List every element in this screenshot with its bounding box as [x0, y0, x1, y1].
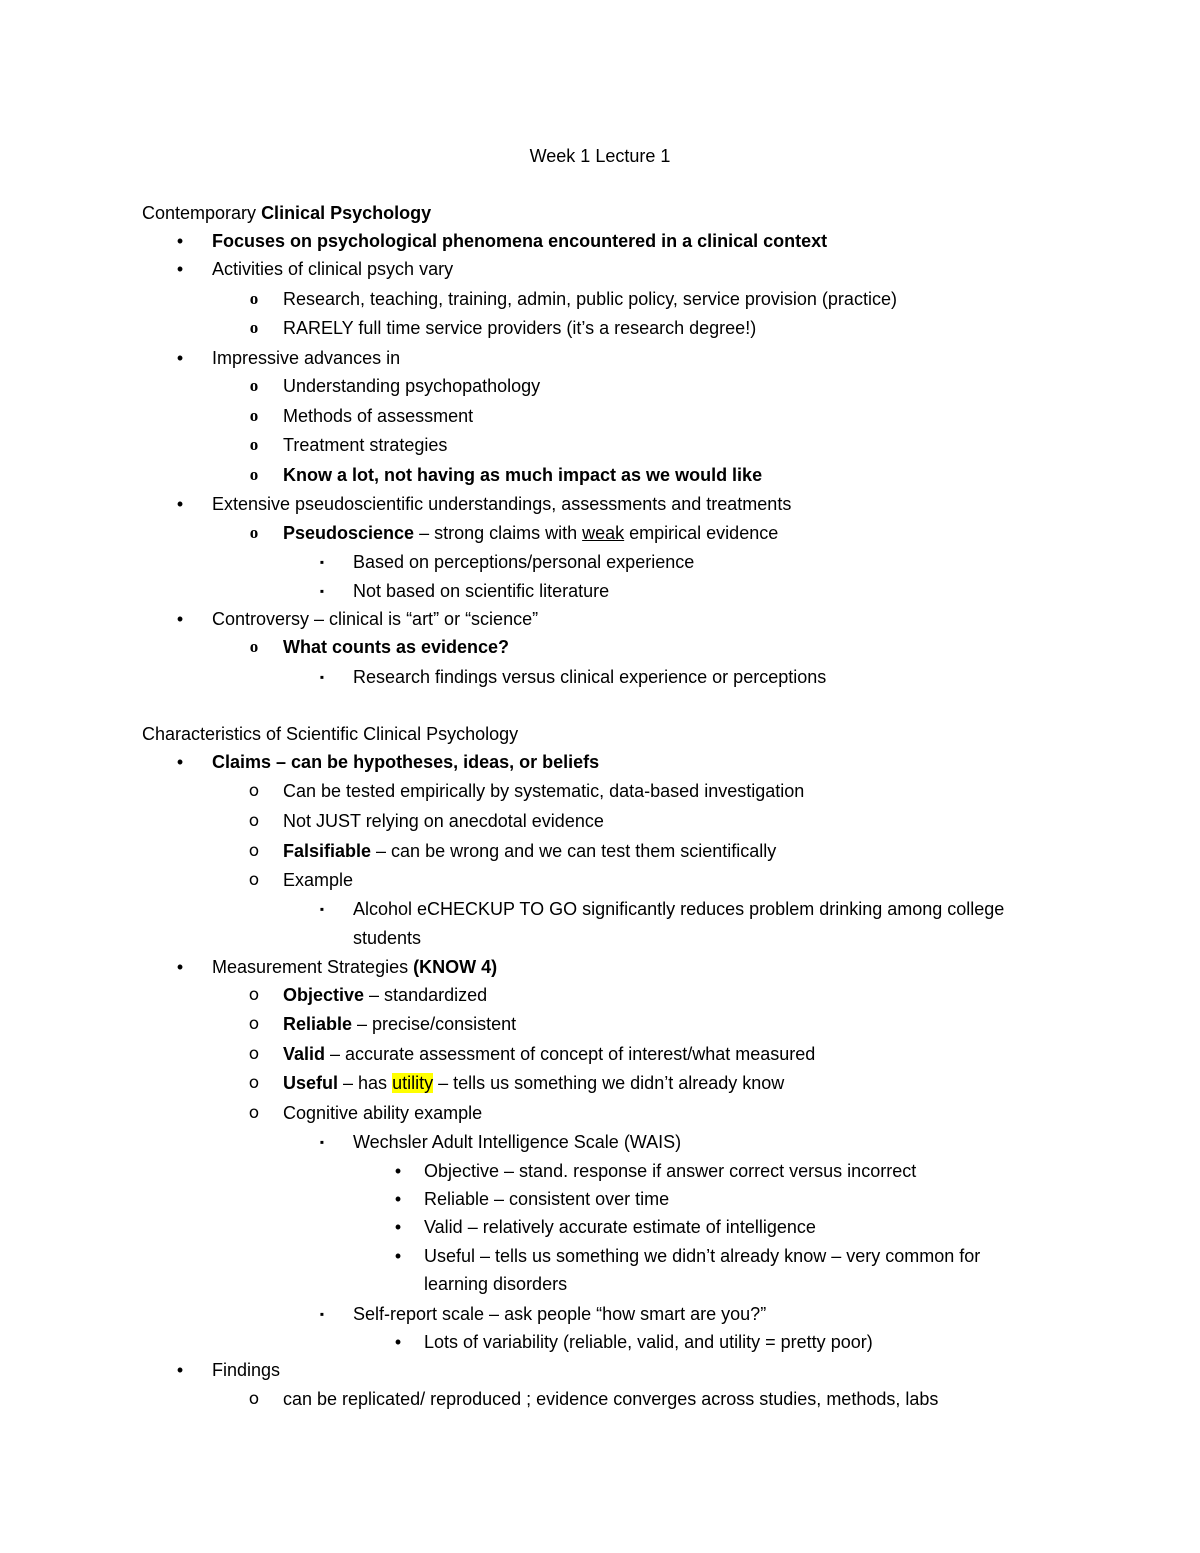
- list-item-text: Extensive pseudoscientific understandings, assessments and treatments: [212, 494, 792, 514]
- square-marker: ▪: [319, 1135, 325, 1149]
- circle-marker: o: [248, 1044, 260, 1064]
- square-marker: ▪: [319, 670, 325, 684]
- bullet-marker: •: [394, 1332, 402, 1352]
- circle-marker: o: [248, 1014, 260, 1034]
- list-item-text: Measurement Strategies (KNOW 4): [212, 957, 498, 977]
- circle-marker: o: [249, 465, 259, 484]
- list-item-text: Claims – can be hypotheses, ideas, or beliefs: [212, 752, 600, 772]
- square-marker: ▪: [319, 1307, 325, 1321]
- circle-marker: o: [249, 637, 259, 656]
- bullet-marker: •: [176, 957, 184, 977]
- list-item-text: Wechsler Adult Intelligence Scale (WAIS): [353, 1132, 682, 1152]
- bullet-marker: •: [176, 259, 184, 279]
- circle-marker: o: [249, 318, 259, 337]
- heading-bold-text: Clinical Psychology: [261, 203, 432, 223]
- list-item-text: Activities of clinical psych vary: [212, 259, 454, 279]
- list-item-text: Lots of variability (reliable, valid, and utility = pretty poor): [424, 1332, 873, 1352]
- list-item-text: Not JUST relying on anecdotal evidence: [283, 811, 604, 831]
- bullet-marker: •: [176, 1360, 184, 1380]
- circle-marker: o: [248, 1389, 260, 1409]
- list-item-text: Research findings versus clinical experience or perceptions: [353, 667, 827, 687]
- list-item-text: Reliable – precise/consistent: [283, 1014, 517, 1034]
- circle-marker: o: [248, 1073, 260, 1093]
- list-item-text: Impressive advances in: [212, 348, 401, 368]
- circle-marker: o: [249, 523, 259, 542]
- list-item-text: can be replicated/ reproduced ; evidence converges across studies, methods, labs: [283, 1389, 939, 1409]
- circle-marker: o: [248, 781, 260, 801]
- circle-marker: o: [249, 289, 259, 308]
- bullet-marker: •: [176, 494, 184, 514]
- circle-marker: o: [248, 985, 260, 1005]
- circle-marker: o: [249, 376, 259, 395]
- list-item-text: learning disorders: [424, 1274, 568, 1294]
- bullet-marker: •: [176, 609, 184, 629]
- list-item-text: Research, teaching, training, admin, public policy, service provision (practice): [283, 289, 897, 309]
- bullet-marker: •: [176, 348, 184, 368]
- list-item-text: Valid – relatively accurate estimate of intelligence: [424, 1217, 816, 1237]
- list-item-text: What counts as evidence?: [283, 637, 510, 657]
- list-item-text: Know a lot, not having as much impact as we would like: [283, 465, 763, 485]
- circle-marker: o: [248, 1103, 260, 1123]
- square-marker: ▪: [319, 584, 325, 598]
- list-item-text: Pseudoscience – strong claims with weak empirical evidence: [283, 523, 779, 543]
- bullet-marker: •: [176, 752, 184, 772]
- highlighted-text: utility: [392, 1073, 434, 1093]
- bullet-marker: •: [394, 1189, 402, 1209]
- list-item-text: Findings: [212, 1360, 281, 1380]
- list-item-text: Reliable – consistent over time: [424, 1189, 670, 1209]
- circle-marker: o: [248, 870, 260, 890]
- list-item-text: RARELY full time service providers (it’s a research degree!): [283, 318, 757, 338]
- bullet-marker: •: [394, 1217, 402, 1237]
- list-item-text: Understanding psychopathology: [283, 376, 541, 396]
- list-item-text: Methods of assessment: [283, 406, 474, 426]
- list-item-text: Useful – has utility – tells us something we didn’t already know: [283, 1073, 785, 1093]
- list-item-text: Self-report scale – ask people “how smart are you?”: [353, 1304, 767, 1324]
- list-item-text: Can be tested empirically by systematic, data-based investigation: [283, 781, 805, 801]
- list-item-text: Falsifiable – can be wrong and we can test them scientifically: [283, 841, 777, 861]
- circle-marker: o: [248, 811, 260, 831]
- list-item-text: Valid – accurate assessment of concept of interest/what measured: [283, 1044, 816, 1064]
- document-page: Week 1 Lecture 1 Contemporary Clinical Psychology • Focuses on psychological phenomena encountered in a clinical context • Activities of clinical psych vary o Research, teaching, training, admin, public policy, service provision (practice) o RARELY full time service providers (it’s a research degree!) • Impressive advances in o Understanding psychopathology o Methods of assessment o Treatment strategies o Know a lot, not having as much impact as we would like • Extensive pseudoscientific understandings, assessments and treatments o Pseudoscience – strong claims with weak empirical evidence ▪ Based on perceptions/personal experience ▪ Not based on scientific literature • Controversy – clinical is “art” or “science” o What counts as evidence? ▪ Research findings versus clinical experience or perceptions Characteristics of Scientific Clinical Psychology • Claims – can be hypotheses, ideas, or beliefs o Can be tested empirically by systematic, data-based investigation o Not JUST relying on anecdotal evidence o Falsifiable – can be wrong and we can test them scientifically o Example ▪ Alcohol eCHECKUP TO GO significantly reduces problem drinking among college students • Measurement Strategies (KNOW 4) o Objective – standardized o Reliable – precise/consistent o Valid – accurate assessment of concept of interest/what measured o Useful – has utility – tells us something we didn’t already know o Cognitive ability example ▪ Wechsler Adult Intelligence Scale (WAIS) • Objective – stand. response if answer correct versus incorrect • Reliable – consistent over time • Valid – relatively accurate estimate of intelligence • Useful – tells us something we didn’t already know – very common for learning disorders ▪ Self-report scale – ask people “how smart are you?” • Lots of variability (reliable, valid, and utility = pretty poor) • Findings o can be replicated/ reproduced ; evidence converges across studies, methods, labs: [0, 0, 1200, 1553]
- list-item-text: Example: [283, 870, 354, 890]
- bullet-marker: •: [394, 1161, 402, 1181]
- list-item-text: Useful – tells us something we didn’t already know – very common for: [424, 1246, 981, 1266]
- list-item-text: Objective – standardized: [283, 985, 488, 1005]
- list-item-text: Treatment strategies: [283, 435, 448, 455]
- heading-plain-text: Contemporary: [142, 203, 262, 223]
- circle-marker: o: [249, 435, 259, 454]
- bullet-marker: •: [176, 231, 184, 251]
- list-item-text: Objective – stand. response if answer correct versus incorrect: [424, 1161, 917, 1181]
- list-item-text: Based on perceptions/personal experience: [353, 552, 695, 572]
- page-title: Week 1 Lecture 1: [529, 146, 671, 166]
- list-item-text: Controversy – clinical is “art” or “science”: [212, 609, 539, 629]
- list-item-text: Focuses on psychological phenomena encountered in a clinical context: [212, 231, 828, 251]
- list-item-text: Not based on scientific literature: [353, 581, 610, 601]
- list-item-text: students: [353, 928, 422, 948]
- bullet-marker: •: [394, 1246, 402, 1266]
- circle-marker: o: [249, 406, 259, 425]
- square-marker: ▪: [319, 902, 325, 916]
- square-marker: ▪: [319, 555, 325, 569]
- circle-marker: o: [248, 841, 260, 861]
- list-item-text: Cognitive ability example: [283, 1103, 483, 1123]
- list-item-text: Alcohol eCHECKUP TO GO significantly reduces problem drinking among college: [353, 899, 1005, 919]
